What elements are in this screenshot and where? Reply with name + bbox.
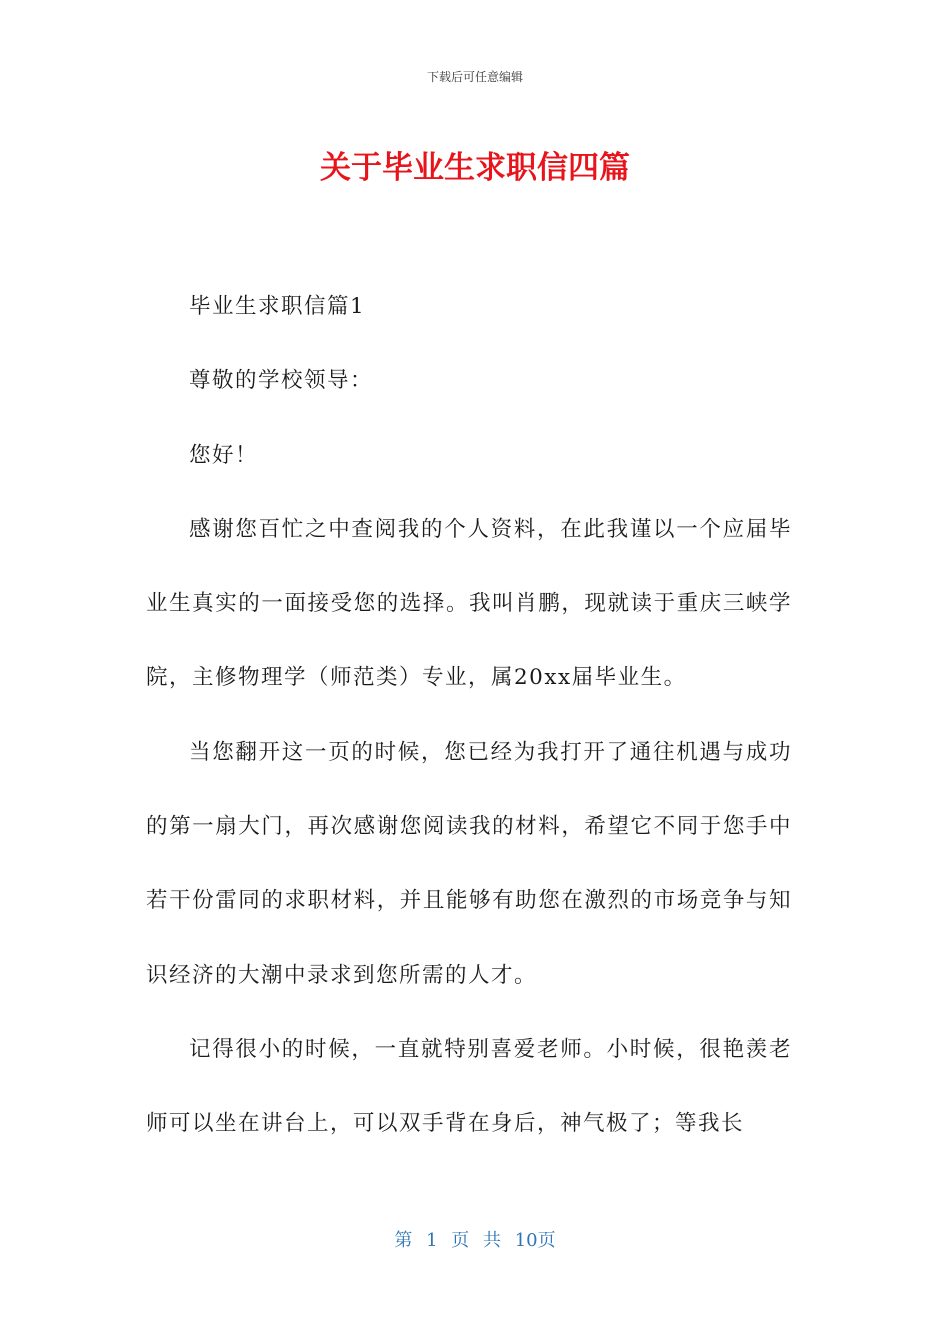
body-paragraph: 当您翻开这一页的时候，您已经为我打开了通往机遇与成功的第一扇大门，再次感谢您阅读我的材料，希望它不同于您手中若干份雷同的求职材料，并且能够有助您在激烈的市场竞争与知识经济的大潮中录求到您所需的人才。	[146, 739, 792, 988]
page-number-footer: 第 1 页 共 10页	[394, 1230, 556, 1251]
document-title: 关于毕业生求职信四篇	[320, 150, 630, 186]
salutation: 尊敬的学校领导：	[189, 368, 374, 394]
section-heading: 毕业生求职信篇1	[189, 294, 366, 319]
body-paragraph: 感谢您百忙之中查阅我的个人资料，在此我谨以一个应届毕业生真实的一面接受您的选择。我叫肖鹏，现就读于重庆三峡学院，主修物理学（师范类）专业，属20xx届毕业生。	[146, 516, 792, 691]
greeting: 您好！	[189, 442, 259, 468]
body-paragraph: 记得很小的时候，一直就特别喜爱老师。小时候，很艳羡老师可以坐在讲台上，可以双手背在身后，神气极了；等我长	[146, 1036, 792, 1137]
header-note: 下载后可任意编辑	[426, 70, 523, 84]
document-body	[146, 270, 792, 1162]
